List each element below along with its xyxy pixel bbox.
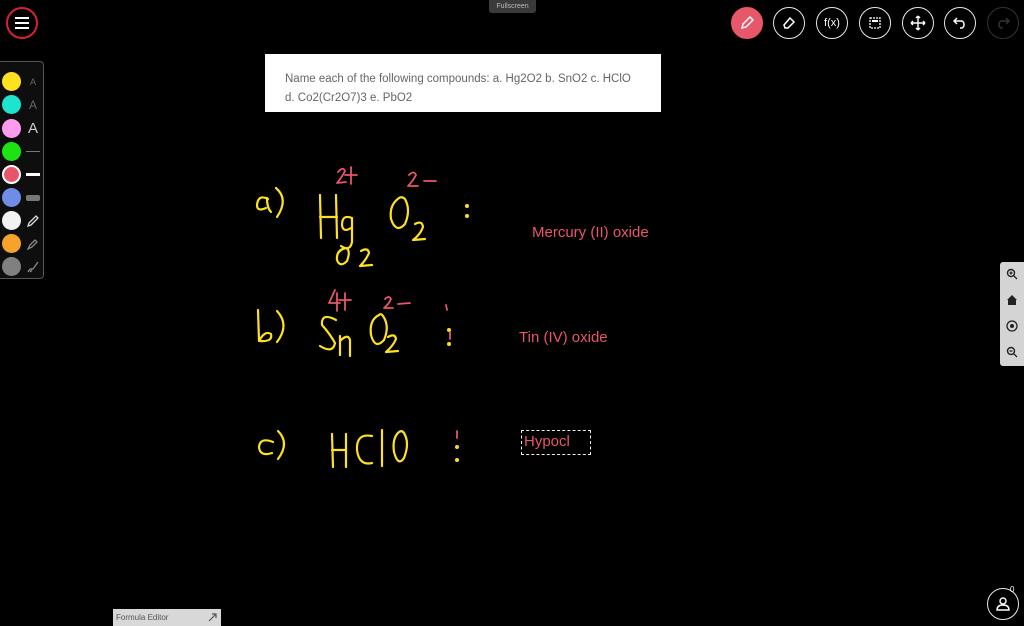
answer-a[interactable]: Mercury (II) oxide xyxy=(532,224,649,241)
text-size-medium[interactable]: A xyxy=(28,97,37,112)
colon-accents xyxy=(446,305,457,438)
formula-editor-label: Formula Editor xyxy=(116,613,169,622)
expand-icon xyxy=(208,613,217,622)
handwriting-a-label xyxy=(257,188,283,217)
fx-label: f(x) xyxy=(824,17,840,29)
home-icon xyxy=(1006,294,1018,306)
question-line-1: Name each of the following compounds: a. Hg2O2 b. SnO2 c. HClO xyxy=(285,73,631,85)
charge-a-hg xyxy=(337,167,357,184)
home-button[interactable] xyxy=(1000,288,1024,312)
zoom-in-icon xyxy=(1006,268,1018,280)
zoom-in-button[interactable] xyxy=(1000,262,1024,286)
text-size-large[interactable]: A xyxy=(27,120,38,137)
charge-b-sn xyxy=(329,290,351,311)
fullscreen-button[interactable]: Fullscreen xyxy=(489,0,536,13)
zoom-out-button[interactable] xyxy=(1000,340,1024,364)
charge-a-o xyxy=(408,173,436,187)
handwriting-b-label xyxy=(258,310,284,342)
formula-editor-tab[interactable] xyxy=(113,609,221,626)
handwriting-a-formula xyxy=(320,195,425,266)
handwriting-c-formula xyxy=(332,430,407,467)
charge-b-o xyxy=(384,297,410,308)
recenter-button[interactable] xyxy=(1000,314,1024,338)
participants-count: 0 xyxy=(1010,585,1015,594)
zoom-out-icon xyxy=(1006,346,1018,358)
handwriting-a-colon xyxy=(466,205,468,217)
text-size-small[interactable]: A xyxy=(29,76,36,87)
handwriting-c-label xyxy=(259,431,284,459)
handwriting-b-formula xyxy=(320,314,398,356)
participants-icon xyxy=(995,596,1011,612)
answer-c-textbox[interactable] xyxy=(521,430,591,455)
answer-b[interactable]: Tin (IV) oxide xyxy=(519,329,608,346)
target-icon xyxy=(1006,320,1018,332)
handwriting-c-colon xyxy=(456,446,458,461)
answer-c: Hypocl xyxy=(524,433,570,450)
question-line-2: d. Co2(Cr2O7)3 e. PbO2 xyxy=(285,92,413,104)
zoom-panel xyxy=(1000,262,1024,366)
